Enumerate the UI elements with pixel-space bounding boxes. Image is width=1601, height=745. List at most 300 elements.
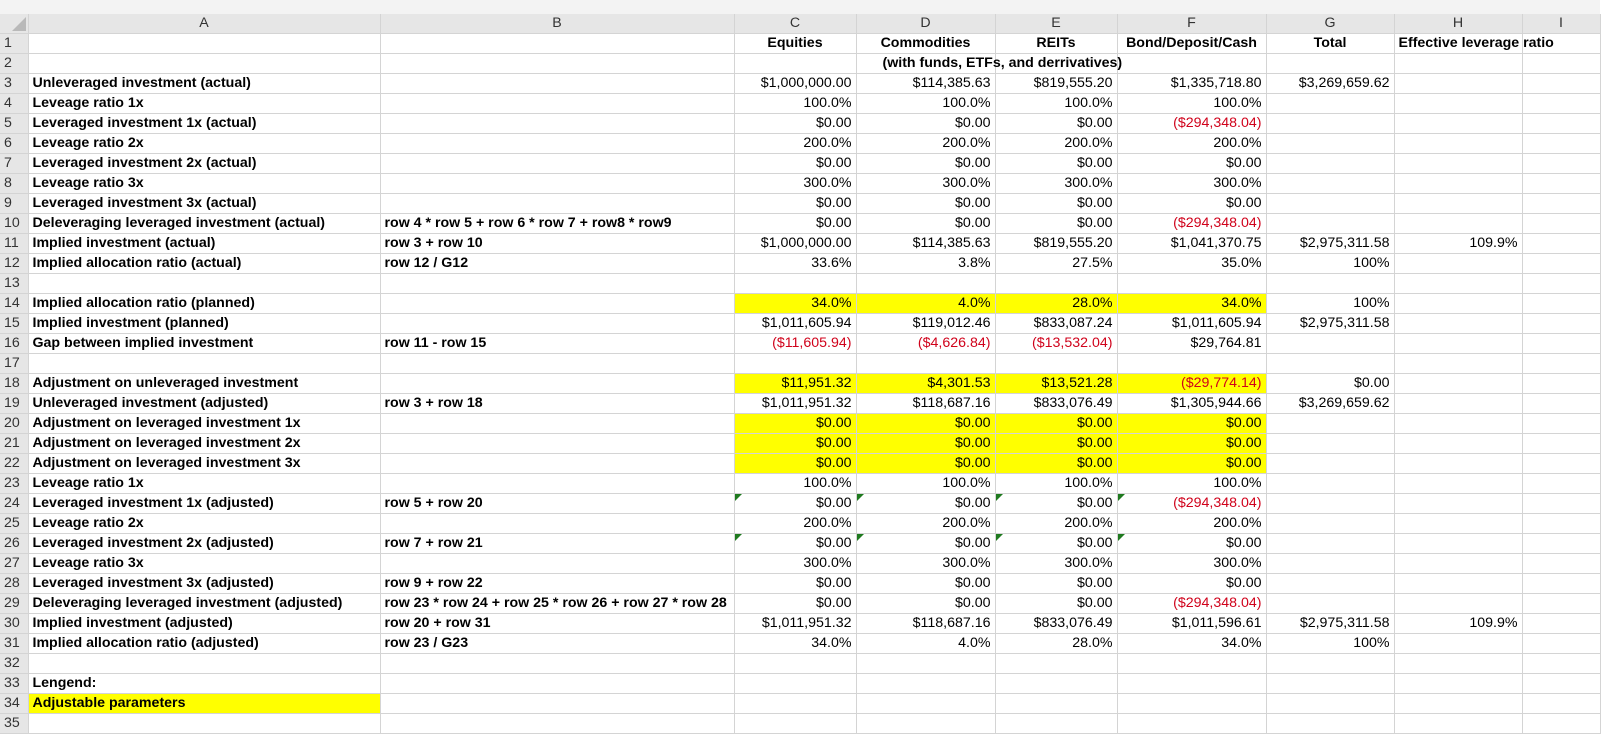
cell-d14[interactable]: 4.0% — [856, 294, 995, 314]
cell-a2[interactable] — [28, 54, 380, 74]
row-header[interactable]: 5 — [0, 114, 28, 134]
row-header[interactable]: 20 — [0, 414, 28, 434]
cell-g18[interactable]: $0.00 — [1266, 374, 1394, 394]
cell-b15[interactable] — [380, 314, 734, 334]
cell-d9[interactable]: $0.00 — [856, 194, 995, 214]
cell-g4[interactable] — [1266, 94, 1394, 114]
cell-h28[interactable] — [1394, 574, 1522, 594]
cell-d12[interactable]: 3.8% — [856, 254, 995, 274]
cell-a19[interactable]: Unleveraged investment (adjusted) — [28, 394, 380, 414]
row-header[interactable]: 33 — [0, 674, 28, 694]
cell-c10[interactable]: $0.00 — [734, 214, 856, 234]
cell-c25[interactable]: 200.0% — [734, 514, 856, 534]
cell-g29[interactable] — [1266, 594, 1394, 614]
cell-b31[interactable]: row 23 / G23 — [380, 634, 734, 654]
cell-b28[interactable]: row 9 + row 22 — [380, 574, 734, 594]
cell-b20[interactable] — [380, 414, 734, 434]
cell-c17[interactable] — [734, 354, 856, 374]
cell-e21[interactable]: $0.00 — [995, 434, 1117, 454]
cell-a6[interactable]: Leveage ratio 2x — [28, 134, 380, 154]
row-header[interactable]: 19 — [0, 394, 28, 414]
cell-e23[interactable]: 100.0% — [995, 474, 1117, 494]
cell-d31[interactable]: 4.0% — [856, 634, 995, 654]
cell-g10[interactable] — [1266, 214, 1394, 234]
row-header[interactable]: 13 — [0, 274, 28, 294]
cell-c29[interactable]: $0.00 — [734, 594, 856, 614]
cell-f30[interactable]: $1,011,596.61 — [1117, 614, 1266, 634]
cell-c33[interactable] — [734, 674, 856, 694]
cell-f23[interactable]: 100.0% — [1117, 474, 1266, 494]
cell-e1[interactable]: REITs — [995, 34, 1117, 54]
cell-g27[interactable] — [1266, 554, 1394, 574]
cell-c14[interactable]: 34.0% — [734, 294, 856, 314]
cell-f26[interactable]: $0.00 — [1117, 534, 1266, 554]
cell-h14[interactable] — [1394, 294, 1522, 314]
cell-g22[interactable] — [1266, 454, 1394, 474]
cell-f20[interactable]: $0.00 — [1117, 414, 1266, 434]
cell-i3[interactable] — [1522, 74, 1600, 94]
cell-d28[interactable]: $0.00 — [856, 574, 995, 594]
cell-f16[interactable]: $29,764.81 — [1117, 334, 1266, 354]
cell-d1[interactable]: Commodities — [856, 34, 995, 54]
cell-a24[interactable]: Leveraged investment 1x (adjusted) — [28, 494, 380, 514]
cell-f11[interactable]: $1,041,370.75 — [1117, 234, 1266, 254]
cell-e14[interactable]: 28.0% — [995, 294, 1117, 314]
cell-a14[interactable]: Implied allocation ratio (planned) — [28, 294, 380, 314]
row-header[interactable]: 2 — [0, 54, 28, 74]
cell-a23[interactable]: Leveage ratio 1x — [28, 474, 380, 494]
cell-h11[interactable]: 109.9% — [1394, 234, 1522, 254]
cell-d3[interactable]: $114,385.63 — [856, 74, 995, 94]
cell-f5[interactable]: ($294,348.04) — [1117, 114, 1266, 134]
cell-h22[interactable] — [1394, 454, 1522, 474]
column-header-b[interactable]: B — [380, 14, 734, 34]
cell-g1[interactable]: Total — [1266, 34, 1394, 54]
cell-b30[interactable]: row 20 + row 31 — [380, 614, 734, 634]
cell-d25[interactable]: 200.0% — [856, 514, 995, 534]
cell-e3[interactable]: $819,555.20 — [995, 74, 1117, 94]
cell-h33[interactable] — [1394, 674, 1522, 694]
cell-c3[interactable]: $1,000,000.00 — [734, 74, 856, 94]
cell-a5[interactable]: Leveraged investment 1x (actual) — [28, 114, 380, 134]
row-header[interactable]: 35 — [0, 714, 28, 734]
cell-g2[interactable] — [1266, 54, 1394, 74]
cell-i19[interactable] — [1522, 394, 1600, 414]
cell-g28[interactable] — [1266, 574, 1394, 594]
cell-d5[interactable]: $0.00 — [856, 114, 995, 134]
cell-c12[interactable]: 33.6% — [734, 254, 856, 274]
cell-a22[interactable]: Adjustment on leveraged investment 3x — [28, 454, 380, 474]
cell-e5[interactable]: $0.00 — [995, 114, 1117, 134]
cell-h8[interactable] — [1394, 174, 1522, 194]
cell-e20[interactable]: $0.00 — [995, 414, 1117, 434]
cell-h7[interactable] — [1394, 154, 1522, 174]
row-header[interactable]: 22 — [0, 454, 28, 474]
cell-i23[interactable] — [1522, 474, 1600, 494]
cell-g15[interactable]: $2,975,311.58 — [1266, 314, 1394, 334]
cell-g13[interactable] — [1266, 274, 1394, 294]
cell-b18[interactable] — [380, 374, 734, 394]
row-header[interactable]: 10 — [0, 214, 28, 234]
cell-c24[interactable]: $0.00 — [734, 494, 856, 514]
cell-h27[interactable] — [1394, 554, 1522, 574]
row-header[interactable]: 3 — [0, 74, 28, 94]
cell-c20[interactable]: $0.00 — [734, 414, 856, 434]
cell-h2[interactable] — [1394, 54, 1522, 74]
cell-f9[interactable]: $0.00 — [1117, 194, 1266, 214]
cell-g23[interactable] — [1266, 474, 1394, 494]
cell-h3[interactable] — [1394, 74, 1522, 94]
cell-b17[interactable] — [380, 354, 734, 374]
cell-i2[interactable] — [1522, 54, 1600, 74]
column-header-e[interactable]: E — [995, 14, 1117, 34]
cell-d22[interactable]: $0.00 — [856, 454, 995, 474]
cell-g12[interactable]: 100% — [1266, 254, 1394, 274]
cell-h25[interactable] — [1394, 514, 1522, 534]
cell-a34[interactable]: Adjustable parameters — [28, 694, 380, 714]
cell-i5[interactable] — [1522, 114, 1600, 134]
cell-f29[interactable]: ($294,348.04) — [1117, 594, 1266, 614]
cell-g17[interactable] — [1266, 354, 1394, 374]
row-header[interactable]: 30 — [0, 614, 28, 634]
cell-a9[interactable]: Leveraged investment 3x (actual) — [28, 194, 380, 214]
cell-d34[interactable] — [856, 694, 995, 714]
cell-f22[interactable]: $0.00 — [1117, 454, 1266, 474]
cell-h17[interactable] — [1394, 354, 1522, 374]
cell-g33[interactable] — [1266, 674, 1394, 694]
cell-e26[interactable]: $0.00 — [995, 534, 1117, 554]
row-header[interactable]: 28 — [0, 574, 28, 594]
cell-f18[interactable]: ($29,774.14) — [1117, 374, 1266, 394]
cell-a27[interactable]: Leveage ratio 3x — [28, 554, 380, 574]
column-header-d[interactable]: D — [856, 14, 995, 34]
cell-g16[interactable] — [1266, 334, 1394, 354]
cell-b32[interactable] — [380, 654, 734, 674]
cell-d35[interactable] — [856, 714, 995, 734]
row-header[interactable]: 17 — [0, 354, 28, 374]
cell-e4[interactable]: 100.0% — [995, 94, 1117, 114]
cell-f32[interactable] — [1117, 654, 1266, 674]
cell-h12[interactable] — [1394, 254, 1522, 274]
cell-c11[interactable]: $1,000,000.00 — [734, 234, 856, 254]
cell-a3[interactable]: Unleveraged investment (actual) — [28, 74, 380, 94]
cell-g35[interactable] — [1266, 714, 1394, 734]
row-header[interactable]: 6 — [0, 134, 28, 154]
cell-a32[interactable] — [28, 654, 380, 674]
cell-a17[interactable] — [28, 354, 380, 374]
cell-h10[interactable] — [1394, 214, 1522, 234]
cell-i21[interactable] — [1522, 434, 1600, 454]
cell-i35[interactable] — [1522, 714, 1600, 734]
cell-i24[interactable] — [1522, 494, 1600, 514]
cell-b3[interactable] — [380, 74, 734, 94]
cell-c32[interactable] — [734, 654, 856, 674]
column-header-a[interactable]: A — [28, 14, 380, 34]
cell-h19[interactable] — [1394, 394, 1522, 414]
row-header[interactable]: 16 — [0, 334, 28, 354]
cell-a8[interactable]: Leveage ratio 3x — [28, 174, 380, 194]
row-header[interactable]: 25 — [0, 514, 28, 534]
row-header[interactable]: 24 — [0, 494, 28, 514]
cell-b22[interactable] — [380, 454, 734, 474]
cell-c21[interactable]: $0.00 — [734, 434, 856, 454]
cell-c7[interactable]: $0.00 — [734, 154, 856, 174]
cell-f6[interactable]: 200.0% — [1117, 134, 1266, 154]
cell-c31[interactable]: 34.0% — [734, 634, 856, 654]
cell-c2[interactable] — [734, 54, 856, 74]
cell-i26[interactable] — [1522, 534, 1600, 554]
cell-i20[interactable] — [1522, 414, 1600, 434]
cell-b13[interactable] — [380, 274, 734, 294]
cell-d30[interactable]: $118,687.16 — [856, 614, 995, 634]
cell-i18[interactable] — [1522, 374, 1600, 394]
cell-a28[interactable]: Leveraged investment 3x (adjusted) — [28, 574, 380, 594]
cell-f35[interactable] — [1117, 714, 1266, 734]
cell-h1[interactable]: Effective leverage ratio — [1394, 34, 1522, 54]
cell-f25[interactable]: 200.0% — [1117, 514, 1266, 534]
cell-h16[interactable] — [1394, 334, 1522, 354]
row-header[interactable]: 9 — [0, 194, 28, 214]
row-header[interactable]: 23 — [0, 474, 28, 494]
cell-b7[interactable] — [380, 154, 734, 174]
cell-a31[interactable]: Implied allocation ratio (adjusted) — [28, 634, 380, 654]
cell-f14[interactable]: 34.0% — [1117, 294, 1266, 314]
cell-d17[interactable] — [856, 354, 995, 374]
cell-i14[interactable] — [1522, 294, 1600, 314]
cell-a1[interactable] — [28, 34, 380, 54]
cell-f2[interactable] — [1117, 54, 1266, 74]
cell-i17[interactable] — [1522, 354, 1600, 374]
cell-e28[interactable]: $0.00 — [995, 574, 1117, 594]
cell-e32[interactable] — [995, 654, 1117, 674]
cell-i33[interactable] — [1522, 674, 1600, 694]
cell-b1[interactable] — [380, 34, 734, 54]
cell-e33[interactable] — [995, 674, 1117, 694]
cell-b8[interactable] — [380, 174, 734, 194]
cell-c6[interactable]: 200.0% — [734, 134, 856, 154]
cell-a13[interactable] — [28, 274, 380, 294]
cell-i15[interactable] — [1522, 314, 1600, 334]
cell-f3[interactable]: $1,335,718.80 — [1117, 74, 1266, 94]
cell-b2[interactable] — [380, 54, 734, 74]
row-header[interactable]: 14 — [0, 294, 28, 314]
cell-i13[interactable] — [1522, 274, 1600, 294]
row-header[interactable]: 31 — [0, 634, 28, 654]
cell-i4[interactable] — [1522, 94, 1600, 114]
cell-e24[interactable]: $0.00 — [995, 494, 1117, 514]
cell-d16[interactable]: ($4,626.84) — [856, 334, 995, 354]
cell-i11[interactable] — [1522, 234, 1600, 254]
cell-h15[interactable] — [1394, 314, 1522, 334]
cell-f4[interactable]: 100.0% — [1117, 94, 1266, 114]
cell-d26[interactable]: $0.00 — [856, 534, 995, 554]
cell-c15[interactable]: $1,011,605.94 — [734, 314, 856, 334]
cell-a26[interactable]: Leveraged investment 2x (adjusted) — [28, 534, 380, 554]
row-header[interactable]: 26 — [0, 534, 28, 554]
cell-e17[interactable] — [995, 354, 1117, 374]
column-header-i[interactable]: I — [1522, 14, 1600, 34]
cell-i31[interactable] — [1522, 634, 1600, 654]
cell-i22[interactable] — [1522, 454, 1600, 474]
cell-a18[interactable]: Adjustment on unleveraged investment — [28, 374, 380, 394]
cell-i9[interactable] — [1522, 194, 1600, 214]
cell-a16[interactable]: Gap between implied investment — [28, 334, 380, 354]
cell-c26[interactable]: $0.00 — [734, 534, 856, 554]
cell-b19[interactable]: row 3 + row 18 — [380, 394, 734, 414]
cell-e13[interactable] — [995, 274, 1117, 294]
cell-g19[interactable]: $3,269,659.62 — [1266, 394, 1394, 414]
cell-a29[interactable]: Deleveraging leveraged investment (adjusted) — [28, 594, 380, 614]
cell-i12[interactable] — [1522, 254, 1600, 274]
row-header[interactable]: 1 — [0, 34, 28, 54]
cell-c34[interactable] — [734, 694, 856, 714]
cell-g3[interactable]: $3,269,659.62 — [1266, 74, 1394, 94]
cell-c4[interactable]: 100.0% — [734, 94, 856, 114]
cell-i28[interactable] — [1522, 574, 1600, 594]
cell-b35[interactable] — [380, 714, 734, 734]
cell-d6[interactable]: 200.0% — [856, 134, 995, 154]
cell-a12[interactable]: Implied allocation ratio (actual) — [28, 254, 380, 274]
cell-e30[interactable]: $833,076.49 — [995, 614, 1117, 634]
cell-b21[interactable] — [380, 434, 734, 454]
cell-f17[interactable] — [1117, 354, 1266, 374]
cell-d23[interactable]: 100.0% — [856, 474, 995, 494]
row-header[interactable]: 27 — [0, 554, 28, 574]
cell-g5[interactable] — [1266, 114, 1394, 134]
row-header[interactable]: 4 — [0, 94, 28, 114]
cell-g9[interactable] — [1266, 194, 1394, 214]
cell-e9[interactable]: $0.00 — [995, 194, 1117, 214]
row-header[interactable]: 32 — [0, 654, 28, 674]
cell-g11[interactable]: $2,975,311.58 — [1266, 234, 1394, 254]
cell-e7[interactable]: $0.00 — [995, 154, 1117, 174]
cell-d20[interactable]: $0.00 — [856, 414, 995, 434]
cell-i34[interactable] — [1522, 694, 1600, 714]
select-all-corner[interactable] — [0, 14, 28, 34]
cell-h21[interactable] — [1394, 434, 1522, 454]
cell-e11[interactable]: $819,555.20 — [995, 234, 1117, 254]
cell-e16[interactable]: ($13,532.04) — [995, 334, 1117, 354]
cell-f10[interactable]: ($294,348.04) — [1117, 214, 1266, 234]
cell-h5[interactable] — [1394, 114, 1522, 134]
cell-d27[interactable]: 300.0% — [856, 554, 995, 574]
cell-e22[interactable]: $0.00 — [995, 454, 1117, 474]
cell-b34[interactable] — [380, 694, 734, 714]
cell-d10[interactable]: $0.00 — [856, 214, 995, 234]
cell-b26[interactable]: row 7 + row 21 — [380, 534, 734, 554]
cell-i7[interactable] — [1522, 154, 1600, 174]
cell-f24[interactable]: ($294,348.04) — [1117, 494, 1266, 514]
column-header-h[interactable]: H — [1394, 14, 1522, 34]
row-header[interactable]: 8 — [0, 174, 28, 194]
row-header[interactable]: 18 — [0, 374, 28, 394]
cell-c28[interactable]: $0.00 — [734, 574, 856, 594]
cell-c13[interactable] — [734, 274, 856, 294]
cell-c19[interactable]: $1,011,951.32 — [734, 394, 856, 414]
cell-f8[interactable]: 300.0% — [1117, 174, 1266, 194]
cell-g7[interactable] — [1266, 154, 1394, 174]
cell-a7[interactable]: Leveraged investment 2x (actual) — [28, 154, 380, 174]
cell-d2[interactable]: (with funds, ETFs, and derrivatives) — [856, 54, 995, 74]
cell-a10[interactable]: Deleveraging leveraged investment (actual) — [28, 214, 380, 234]
cell-i10[interactable] — [1522, 214, 1600, 234]
cell-h9[interactable] — [1394, 194, 1522, 214]
cell-h26[interactable] — [1394, 534, 1522, 554]
cell-i16[interactable] — [1522, 334, 1600, 354]
cell-b10[interactable]: row 4 * row 5 + row 6 * row 7 + row8 * row9 — [380, 214, 734, 234]
cell-e15[interactable]: $833,087.24 — [995, 314, 1117, 334]
cell-d19[interactable]: $118,687.16 — [856, 394, 995, 414]
cell-a30[interactable]: Implied investment (adjusted) — [28, 614, 380, 634]
cell-d29[interactable]: $0.00 — [856, 594, 995, 614]
cell-c5[interactable]: $0.00 — [734, 114, 856, 134]
cell-h29[interactable] — [1394, 594, 1522, 614]
cell-f12[interactable]: 35.0% — [1117, 254, 1266, 274]
cell-e34[interactable] — [995, 694, 1117, 714]
cell-b14[interactable] — [380, 294, 734, 314]
cell-c1[interactable]: Equities — [734, 34, 856, 54]
cell-e35[interactable] — [995, 714, 1117, 734]
cell-d13[interactable] — [856, 274, 995, 294]
cell-f31[interactable]: 34.0% — [1117, 634, 1266, 654]
cell-h4[interactable] — [1394, 94, 1522, 114]
cell-e18[interactable]: $13,521.28 — [995, 374, 1117, 394]
cell-i32[interactable] — [1522, 654, 1600, 674]
cell-c22[interactable]: $0.00 — [734, 454, 856, 474]
cell-f15[interactable]: $1,011,605.94 — [1117, 314, 1266, 334]
cell-c16[interactable]: ($11,605.94) — [734, 334, 856, 354]
cell-e29[interactable]: $0.00 — [995, 594, 1117, 614]
cell-g20[interactable] — [1266, 414, 1394, 434]
cell-b24[interactable]: row 5 + row 20 — [380, 494, 734, 514]
cell-h34[interactable] — [1394, 694, 1522, 714]
cell-f1[interactable]: Bond/Deposit/Cash — [1117, 34, 1266, 54]
cell-h23[interactable] — [1394, 474, 1522, 494]
cell-h20[interactable] — [1394, 414, 1522, 434]
cell-b5[interactable] — [380, 114, 734, 134]
cell-b11[interactable]: row 3 + row 10 — [380, 234, 734, 254]
cell-h13[interactable] — [1394, 274, 1522, 294]
cell-g32[interactable] — [1266, 654, 1394, 674]
cell-b23[interactable] — [380, 474, 734, 494]
cell-h31[interactable] — [1394, 634, 1522, 654]
cell-h32[interactable] — [1394, 654, 1522, 674]
column-header-g[interactable]: G — [1266, 14, 1394, 34]
cell-d4[interactable]: 100.0% — [856, 94, 995, 114]
cell-b29[interactable]: row 23 * row 24 + row 25 * row 26 + row 27 * row 28 — [380, 594, 734, 614]
cell-e10[interactable]: $0.00 — [995, 214, 1117, 234]
cell-e31[interactable]: 28.0% — [995, 634, 1117, 654]
cell-d21[interactable]: $0.00 — [856, 434, 995, 454]
cell-h6[interactable] — [1394, 134, 1522, 154]
cell-g14[interactable]: 100% — [1266, 294, 1394, 314]
cell-a11[interactable]: Implied investment (actual) — [28, 234, 380, 254]
cell-a4[interactable]: Leveage ratio 1x — [28, 94, 380, 114]
cell-d33[interactable] — [856, 674, 995, 694]
cell-f21[interactable]: $0.00 — [1117, 434, 1266, 454]
cell-d18[interactable]: $4,301.53 — [856, 374, 995, 394]
cell-b9[interactable] — [380, 194, 734, 214]
cell-i29[interactable] — [1522, 594, 1600, 614]
cell-g25[interactable] — [1266, 514, 1394, 534]
cell-g34[interactable] — [1266, 694, 1394, 714]
cell-d8[interactable]: 300.0% — [856, 174, 995, 194]
cell-f7[interactable]: $0.00 — [1117, 154, 1266, 174]
cell-a15[interactable]: Implied investment (planned) — [28, 314, 380, 334]
row-header[interactable]: 7 — [0, 154, 28, 174]
row-header[interactable]: 12 — [0, 254, 28, 274]
cell-d15[interactable]: $119,012.46 — [856, 314, 995, 334]
